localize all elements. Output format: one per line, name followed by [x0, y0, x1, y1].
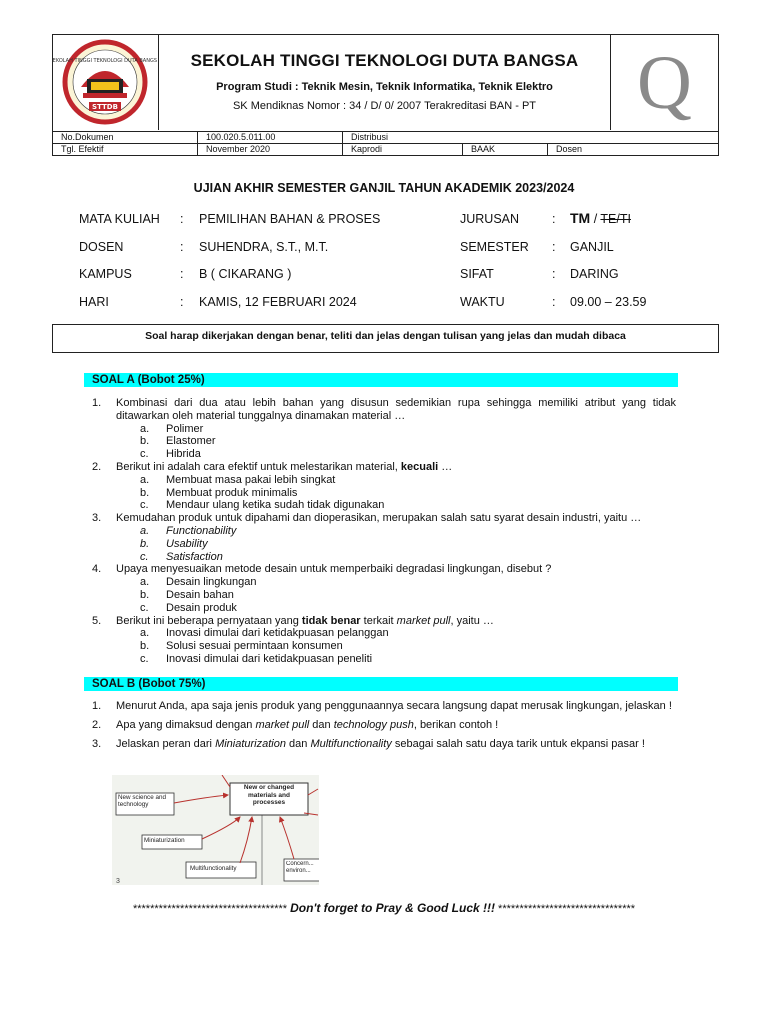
option-item — [92, 423, 676, 436]
table-row — [53, 144, 719, 156]
logo-top-text: SEKOLAH TINGGI TEKNOLOGI DUTA BANGSA — [53, 58, 157, 64]
question-number: 1. — [92, 700, 102, 712]
soal-a-heading: SOAL A (Bobot 25%) — [84, 373, 678, 387]
option-item — [92, 589, 676, 602]
question-number: 2. — [92, 460, 102, 473]
waktu-value: 09.00 – 23.59 — [570, 294, 647, 309]
colon: : — [552, 294, 556, 309]
option-text: Elastomer — [166, 435, 216, 448]
no-dokumen-label: No.Dokumen — [53, 132, 198, 144]
arrow — [280, 817, 294, 859]
sttdb-logo — [53, 35, 157, 129]
question-text: Berikut ini adalah cara efektif untuk melestarikan material, — [116, 460, 398, 473]
baak-cell: BAAK — [463, 144, 548, 156]
question-text: Upaya menyesuaikan metode desain untuk memperbaiki degradasi lingkungan, disebut ? — [116, 563, 552, 576]
box-multifunctionality-label: Multifunctionality — [190, 865, 237, 872]
jurusan-separator: / — [590, 212, 601, 226]
option-letter: b. — [140, 486, 150, 499]
semester-value: GANJIL — [570, 239, 614, 254]
arrow — [240, 817, 252, 863]
kaprodi-cell: Kaprodi — [343, 144, 463, 156]
materials-diagram — [112, 775, 319, 885]
jurusan-tm: TM — [570, 210, 591, 226]
option-item — [92, 525, 676, 538]
kampus-label: KAMPUS — [79, 267, 132, 281]
question-number: 2. — [92, 719, 102, 731]
kampus-value: B ( CIKARANG ) — [199, 267, 292, 281]
option-item — [92, 602, 676, 615]
document-control-table — [52, 131, 719, 156]
option-letter: a. — [140, 627, 150, 640]
jurusan-other: TE/TI — [600, 212, 631, 226]
question-text: Kemudahan produk untuk dipahami dan dioperasikan, merupakan salah satu syarat desain industri, yaitu … — [116, 512, 642, 525]
option-item — [92, 627, 676, 640]
materials-diagram-figure — [112, 775, 319, 885]
option-letter: b. — [140, 640, 150, 653]
option-letter: c. — [140, 550, 149, 563]
program-studi: Program Studi : Teknik Mesin, Teknik Informatika, Teknik Elektro — [216, 81, 553, 93]
question-text: Jelaskan peran dari — [116, 738, 216, 750]
question-text: Kombinasi dari dua atau lebih bahan yang disusun sedemikian rupa sehingga memiliki atribut yang tidak ditawarkan oleh material tunggalnya dinamakan material … — [116, 397, 676, 422]
figure-page-number: 3 — [116, 878, 120, 885]
option-text: Inovasi dimulai dari ketidakpuasan pelanggan — [166, 627, 389, 640]
header-center — [161, 35, 608, 130]
option-item — [92, 640, 676, 653]
question-item — [92, 697, 676, 716]
logo-bottom-text: STTDB — [92, 103, 118, 111]
hari-label: HARI — [79, 294, 109, 309]
question-number: 5. — [92, 614, 102, 627]
question-number: 1. — [92, 397, 102, 409]
question-tail: , yaitu … — [450, 614, 494, 627]
colon: : — [180, 294, 184, 309]
waktu-label: WAKTU — [460, 294, 505, 309]
question-emphasis: tidak benar — [301, 614, 361, 627]
question-item — [92, 512, 676, 525]
option-text: Mendaur ulang ketika sudah tidak digunakan — [166, 499, 385, 512]
option-item — [92, 653, 676, 666]
option-text: Membuat produk minimalis — [166, 486, 298, 499]
colon: : — [552, 239, 556, 254]
option-letter: c. — [140, 499, 149, 512]
option-text: Polimer — [166, 422, 204, 435]
option-text: Membuat masa pakai lebih singkat — [166, 473, 336, 486]
colon: : — [180, 239, 184, 254]
option-text: Functionability — [166, 524, 237, 537]
option-letter: b. — [140, 588, 150, 601]
question-item — [92, 615, 676, 628]
option-item — [92, 538, 676, 551]
q-letter: Q — [637, 40, 692, 125]
question-tail: , berikan contoh ! — [413, 719, 499, 731]
question-item — [92, 716, 676, 735]
box-concern-label: Concern... environ... — [286, 861, 314, 874]
center-box-label: New or changed materials and processes — [243, 784, 295, 806]
info-row — [79, 295, 719, 323]
option-letter: c. — [140, 448, 149, 461]
option-item — [92, 499, 676, 512]
option-text: Satisfaction — [166, 550, 223, 563]
question-mid: dan — [285, 738, 311, 750]
arrow — [308, 789, 318, 795]
hari-value: KAMIS, 12 FEBRUARI 2024 — [199, 294, 357, 309]
institution-name: SEKOLAH TINGGI TEKNOLOGI DUTA BANGSA — [190, 51, 579, 70]
option-letter: c. — [140, 652, 149, 665]
option-letter: b. — [140, 435, 150, 448]
tgl-efektif-value: November 2020 — [198, 144, 343, 156]
arrow — [222, 775, 230, 787]
option-letter: a. — [140, 576, 150, 589]
info-row — [79, 212, 719, 240]
option-letter: a. — [140, 524, 150, 537]
question-emphasis: kecuali — [400, 460, 439, 473]
option-text: Hibrida — [166, 448, 201, 461]
option-text: Solusi sesuai permintaan konsumen — [166, 640, 343, 653]
question-text: Menurut Anda, apa saja jenis produk yang penggunaannya secara langsung dapat merusak lingkungan, jelaskan ! — [116, 700, 672, 712]
option-text: Inovasi dimulai dari ketidakpuasan peneliti — [166, 652, 373, 665]
question-number: 3. — [92, 738, 102, 750]
question-text: Apa yang dimaksud dengan — [116, 719, 256, 731]
option-text: Desain produk — [166, 601, 237, 614]
sifat-value: DARING — [570, 267, 619, 281]
exam-title: UJIAN AKHIR SEMESTER GANJIL TAHUN AKADEMIK 2023/2024 — [193, 181, 575, 195]
jurusan-value — [570, 210, 631, 226]
letterhead — [52, 34, 719, 132]
quality-mark — [610, 35, 718, 130]
soal-b-heading: SOAL B (Bobot 75%) — [84, 677, 678, 691]
question-italic: market pull — [255, 719, 310, 731]
option-letter: a. — [140, 422, 150, 435]
distribusi-label: Distribusi — [343, 132, 719, 144]
colon: : — [552, 212, 556, 226]
question-number: 4. — [92, 563, 102, 576]
footer-greeting: Don't forget to Pray & Good Luck !!! — [290, 901, 495, 915]
arrow — [202, 817, 240, 839]
question-italic: Miniaturization — [215, 738, 286, 750]
question-italic: market pull — [396, 614, 451, 627]
dosen-label: DOSEN — [79, 239, 124, 254]
question-text: Berikut ini beberapa pernyataan yang — [116, 614, 302, 627]
question-number: 3. — [92, 512, 102, 525]
tgl-efektif-label: Tgl. Efektif — [53, 144, 198, 156]
soal-a-questions — [92, 397, 676, 666]
option-letter: c. — [140, 601, 149, 614]
option-item — [92, 487, 676, 500]
option-letter: b. — [140, 537, 150, 550]
option-item — [92, 448, 676, 461]
colon: : — [180, 212, 184, 226]
question-tail: … — [438, 460, 453, 473]
mata-kuliah-label: MATA KULIAH — [79, 212, 160, 226]
question-italic: Multifunctionality — [310, 738, 392, 750]
question-item — [92, 563, 676, 576]
box-miniaturization-label: Miniaturization — [144, 837, 185, 844]
option-letter: a. — [140, 473, 150, 486]
question-item — [92, 397, 676, 423]
mata-kuliah-value: PEMILIHAN BAHAN & PROSES — [199, 212, 381, 226]
colon: : — [552, 267, 556, 281]
footer-stars-left: ************************************ — [132, 903, 288, 915]
question-mid: dan — [309, 719, 334, 731]
table-row — [53, 132, 719, 144]
question-tail: sebagai salah satu daya tarik untuk ekpansi pasar ! — [391, 738, 645, 750]
option-text: Desain bahan — [166, 588, 234, 601]
question-italic: technology push — [333, 719, 414, 731]
arrow — [174, 795, 228, 803]
question-mid: terkait — [360, 614, 397, 627]
option-item — [92, 551, 676, 564]
footer-stars-right: ******************************** — [498, 903, 636, 915]
question-item — [92, 461, 676, 474]
box-new-science-label: New science and technology — [118, 794, 166, 808]
sifat-label: SIFAT — [460, 267, 494, 281]
info-row — [79, 240, 719, 268]
option-item — [92, 576, 676, 589]
info-row — [79, 267, 719, 295]
instruction-notice: Soal harap dikerjakan dengan benar, teliti dan jelas dengan tulisan yang jelas dan mudah dibaca — [52, 324, 719, 353]
option-text: Usability — [166, 537, 208, 550]
dosen-cell: Dosen — [548, 144, 719, 156]
option-item — [92, 474, 676, 487]
footer-message — [0, 901, 768, 915]
option-item — [92, 435, 676, 448]
question-item — [92, 735, 676, 754]
semester-label: SEMESTER — [460, 239, 529, 254]
soal-b-questions — [92, 697, 676, 754]
decree-line: SK Mendiknas Nomor : 34 / D/ 0/ 2007 Terakreditasi BAN - PT — [232, 100, 537, 112]
option-text: Desain lingkungan — [166, 576, 257, 589]
colon: : — [180, 267, 184, 281]
jurusan-label: JURUSAN — [460, 212, 520, 226]
logo-cell — [53, 35, 159, 130]
exam-info — [79, 212, 719, 322]
dosen-value: SUHENDRA, S.T., M.T. — [199, 239, 329, 254]
no-dokumen-value: 100.020.5.011.00 — [198, 132, 343, 144]
